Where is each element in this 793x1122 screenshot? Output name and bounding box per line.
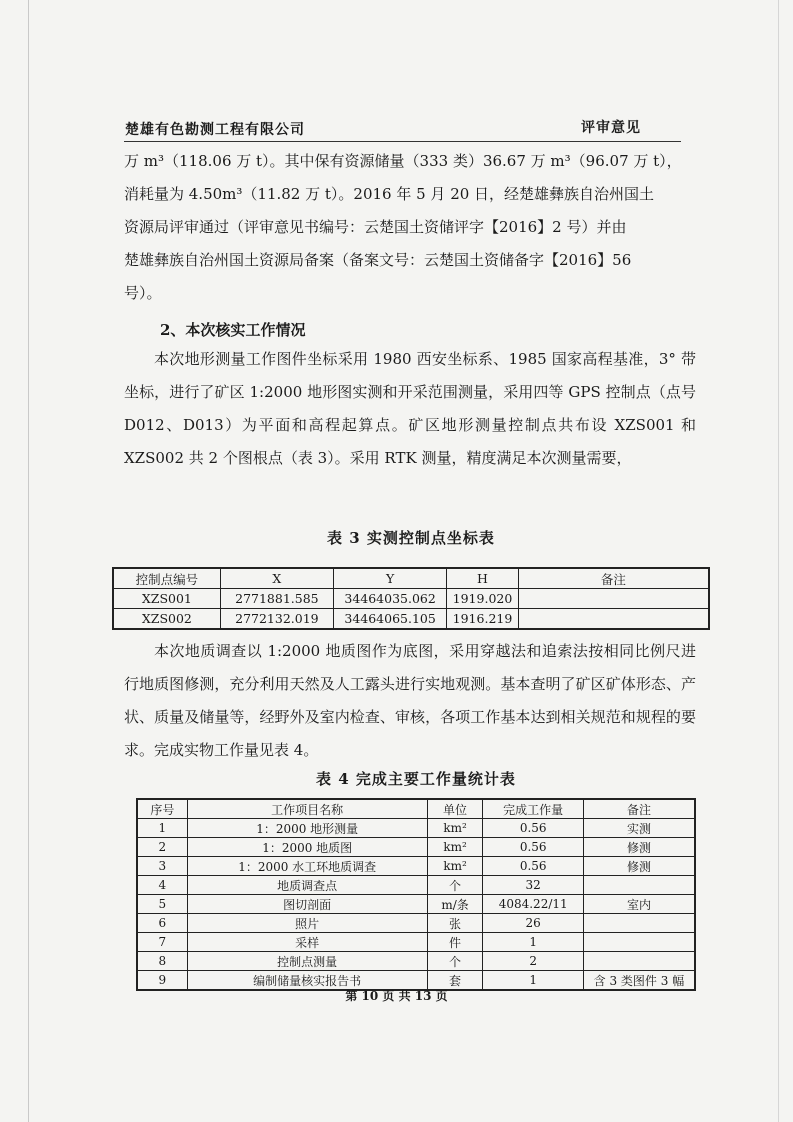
- intro-line-2: 消耗量为 4.50m³（11.82 万 t）。2016 年 5 月 20 日，经楚雄彝族自治州国土: [124, 185, 655, 203]
- table-cell: km²: [427, 857, 483, 876]
- table-cell: 修测: [583, 838, 695, 857]
- table-cell: 图切剖面: [187, 895, 427, 914]
- header-rule: [124, 141, 681, 142]
- table-cell: 编制储量核实报告书: [187, 971, 427, 991]
- geology-paragraph: [124, 635, 696, 767]
- table-row: [137, 857, 695, 876]
- table-cell: 2771881.585: [220, 589, 333, 609]
- page-right-edge: [778, 0, 779, 1122]
- table-cell: XZS001: [113, 589, 220, 609]
- workload-table: [136, 798, 696, 991]
- table-cell: 8: [137, 952, 187, 971]
- table3-header-cell: X: [220, 568, 333, 589]
- table3-header-cell: H: [447, 568, 519, 589]
- table-cell: 5: [137, 895, 187, 914]
- table-cell: m/条: [427, 895, 483, 914]
- intro-line-3: 资源局评审通过（评审意见书编号：云楚国土资储评字【2016】2 号）并由: [124, 218, 627, 236]
- table-cell: 1：2000 地形测量: [187, 819, 427, 838]
- table-row: [137, 952, 695, 971]
- table3-header-cell: Y: [334, 568, 447, 589]
- table-cell: 2: [137, 838, 187, 857]
- table4-header-cell: 完成工作量: [483, 799, 583, 819]
- table-cell: 34464065.105: [334, 609, 447, 630]
- table-cell: XZS002: [113, 609, 220, 630]
- page-number-footer: 第 10 页 共 13 页: [345, 989, 448, 1003]
- table-row: [137, 914, 695, 933]
- table-cell: 含 3 类图件 3 幅: [583, 971, 695, 991]
- header-doc-type: 评审意见: [581, 120, 641, 136]
- table-cell: 32: [483, 876, 583, 895]
- table4-header-cell: 工作项目名称: [187, 799, 427, 819]
- table-cell: km²: [427, 838, 483, 857]
- table-cell: 1：2000 地质图: [187, 838, 427, 857]
- table-cell: 6: [137, 914, 187, 933]
- table-cell: 3: [137, 857, 187, 876]
- page-left-edge: [28, 0, 29, 1122]
- intro-paragraph: [124, 145, 696, 310]
- table-row: [137, 838, 695, 857]
- table-row: [113, 609, 709, 630]
- table-cell: 34464035.062: [334, 589, 447, 609]
- table4-header-cell: 序号: [137, 799, 187, 819]
- table-cell: 1: [483, 971, 583, 991]
- table3-caption: 表 3 实测控制点坐标表: [327, 529, 495, 547]
- table-cell: 张: [427, 914, 483, 933]
- control-point-table: [112, 567, 710, 630]
- table-row: [137, 876, 695, 895]
- table-cell: 2: [483, 952, 583, 971]
- table-cell: [518, 589, 709, 609]
- table-row: [113, 589, 709, 609]
- table-cell: 9: [137, 971, 187, 991]
- geology-paragraph-text: 本次地质调查以 1:2000 地质图作为底图，采用穿越法和追索法按相同比例尺进行地质图修测，充分利用天然及人工露头进行实地观测。基本查明了矿区矿体形态、产状、质量及储量等，经野外及室内检查、审核，各项工作基本达到相关规范和规程的要求。完成实物工作量见表 4。: [124, 642, 696, 759]
- survey-paragraph-text: 本次地形测量工作图件坐标采用 1980 西安坐标系、1985 国家高程基准，3° 带坐标，进行了矿区 1:2000 地形图实测和开采范围测量，采用四等 GPS 控制点（点号 D012、D013）为平面和高程起算点。矿区地形测量控制点共布设 XZS001 和 XZS002 共 2 个图根点（表 3）。采用 RTK 测量，精度满足本次测量需要，: [124, 350, 696, 467]
- table-cell: 修测: [583, 857, 695, 876]
- table-row: [137, 895, 695, 914]
- table4-header-cell: 备注: [583, 799, 695, 819]
- table-cell: [583, 876, 695, 895]
- table4-header-cell: 单位: [427, 799, 483, 819]
- table-cell: 个: [427, 952, 483, 971]
- survey-paragraph: [124, 343, 696, 475]
- table4-header-row: [137, 799, 695, 819]
- table-cell: 0.56: [483, 857, 583, 876]
- intro-line-1: 万 m³（118.06 万 t）。其中保有资源储量（333 类）36.67 万 m³（96.07 万 t），: [124, 152, 682, 170]
- table-cell: 照片: [187, 914, 427, 933]
- table-cell: 地质调查点: [187, 876, 427, 895]
- intro-line-5: 号）。: [124, 284, 162, 302]
- table-cell: 采样: [187, 933, 427, 952]
- table-cell: 1919.020: [447, 589, 519, 609]
- table-cell: 26: [483, 914, 583, 933]
- table-cell: 2772132.019: [220, 609, 333, 630]
- table-cell: 1916.219: [447, 609, 519, 630]
- table-row: [137, 819, 695, 838]
- table-cell: [583, 914, 695, 933]
- table-cell: 1：2000 水工环地质调查: [187, 857, 427, 876]
- table-cell: [518, 609, 709, 630]
- table-cell: 室内: [583, 895, 695, 914]
- table-cell: 套: [427, 971, 483, 991]
- header-company: 楚雄有色勘测工程有限公司: [125, 122, 305, 138]
- table-cell: 0.56: [483, 819, 583, 838]
- table-cell: 0.56: [483, 838, 583, 857]
- table-cell: km²: [427, 819, 483, 838]
- table-cell: 1: [483, 933, 583, 952]
- table-cell: [583, 933, 695, 952]
- intro-line-4: 楚雄彝族自治州国土资源局备案（备案文号：云楚国土资储备字【2016】56: [124, 251, 632, 269]
- table4-caption: 表 4 完成主要工作量统计表: [316, 770, 516, 788]
- table-cell: 实测: [583, 819, 695, 838]
- table-cell: 个: [427, 876, 483, 895]
- table3-header-row: [113, 568, 709, 589]
- table-cell: [583, 952, 695, 971]
- table-cell: 控制点测量: [187, 952, 427, 971]
- table-cell: 1: [137, 819, 187, 838]
- table-cell: 4084.22/11: [483, 895, 583, 914]
- table-row: [137, 933, 695, 952]
- section-2-heading: 2、本次核实工作情况: [160, 321, 306, 339]
- table-cell: 7: [137, 933, 187, 952]
- table-cell: 件: [427, 933, 483, 952]
- table-cell: 4: [137, 876, 187, 895]
- table3-header-cell: 控制点编号: [113, 568, 220, 589]
- table3-header-cell: 备注: [518, 568, 709, 589]
